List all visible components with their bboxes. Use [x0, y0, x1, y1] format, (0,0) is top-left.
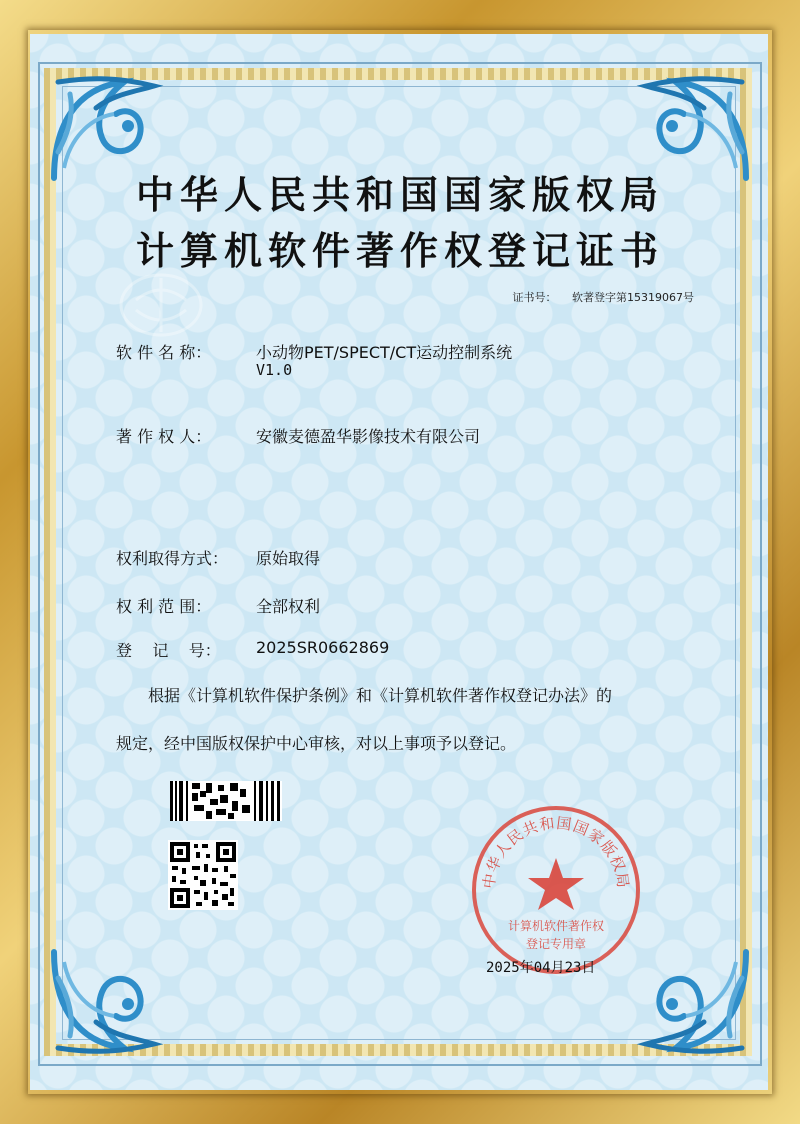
- field-registration-number: [116, 638, 389, 661]
- official-seal: [468, 802, 644, 978]
- qr-code-icon: [168, 840, 238, 910]
- copyright-owner-value: 安徽麦德盈华影像技术有限公司: [256, 427, 481, 446]
- title-issuer: 中华人民共和国国家版权局: [135, 172, 664, 217]
- copyright-owner-label: 著 作 权 人：: [116, 427, 212, 446]
- certificate-number-value: 软著登字第15319067号: [572, 291, 694, 304]
- registration-number-label: 登 记 号：: [116, 641, 221, 660]
- certificate-number-label: 证书号：: [512, 291, 557, 304]
- acquisition-method-value: 原始取得: [256, 549, 321, 568]
- title-certificate: 计算机软件著作权登记证书: [135, 228, 664, 273]
- issue-date: 2025年04月23日: [486, 960, 596, 976]
- corner-ornament-bottom-left: [44, 942, 174, 1062]
- seal-inner-line-1: 计算机软件著作权: [507, 919, 605, 933]
- software-version: V1.0: [256, 361, 293, 379]
- field-rights-scope: [116, 594, 320, 617]
- registration-number-value: 2025SR0662869: [256, 638, 390, 657]
- rights-scope-value: 全部权利: [256, 597, 321, 616]
- statement-line-1: 根据《计算机软件保护条例》和《计算机软件著作权登记办法》的: [148, 686, 613, 705]
- acquisition-method-label: 权利取得方式：: [116, 549, 229, 568]
- rights-scope-label: 权 利 范 围：: [116, 597, 212, 616]
- field-acquisition-method: [116, 546, 320, 569]
- software-name-value: 小动物PET/SPECT/CT运动控制系统: [256, 343, 513, 362]
- field-software-name: [116, 340, 512, 363]
- corner-ornament-bottom-right: [626, 942, 756, 1062]
- field-copyright-owner: [116, 424, 480, 447]
- statement-line-2: 规定，经中国版权保护中心审核，对以上事项予以登记。: [116, 734, 517, 753]
- emblem-watermark-icon: [116, 270, 206, 340]
- barcode-icon: [170, 781, 282, 821]
- seal-outer-text: 中华人民共和国国家版权局: [479, 813, 633, 890]
- certificate-number: [513, 289, 695, 305]
- seal-inner-line-2: 登记专用章: [525, 937, 587, 951]
- software-name-label: 软 件 名 称：: [116, 343, 212, 362]
